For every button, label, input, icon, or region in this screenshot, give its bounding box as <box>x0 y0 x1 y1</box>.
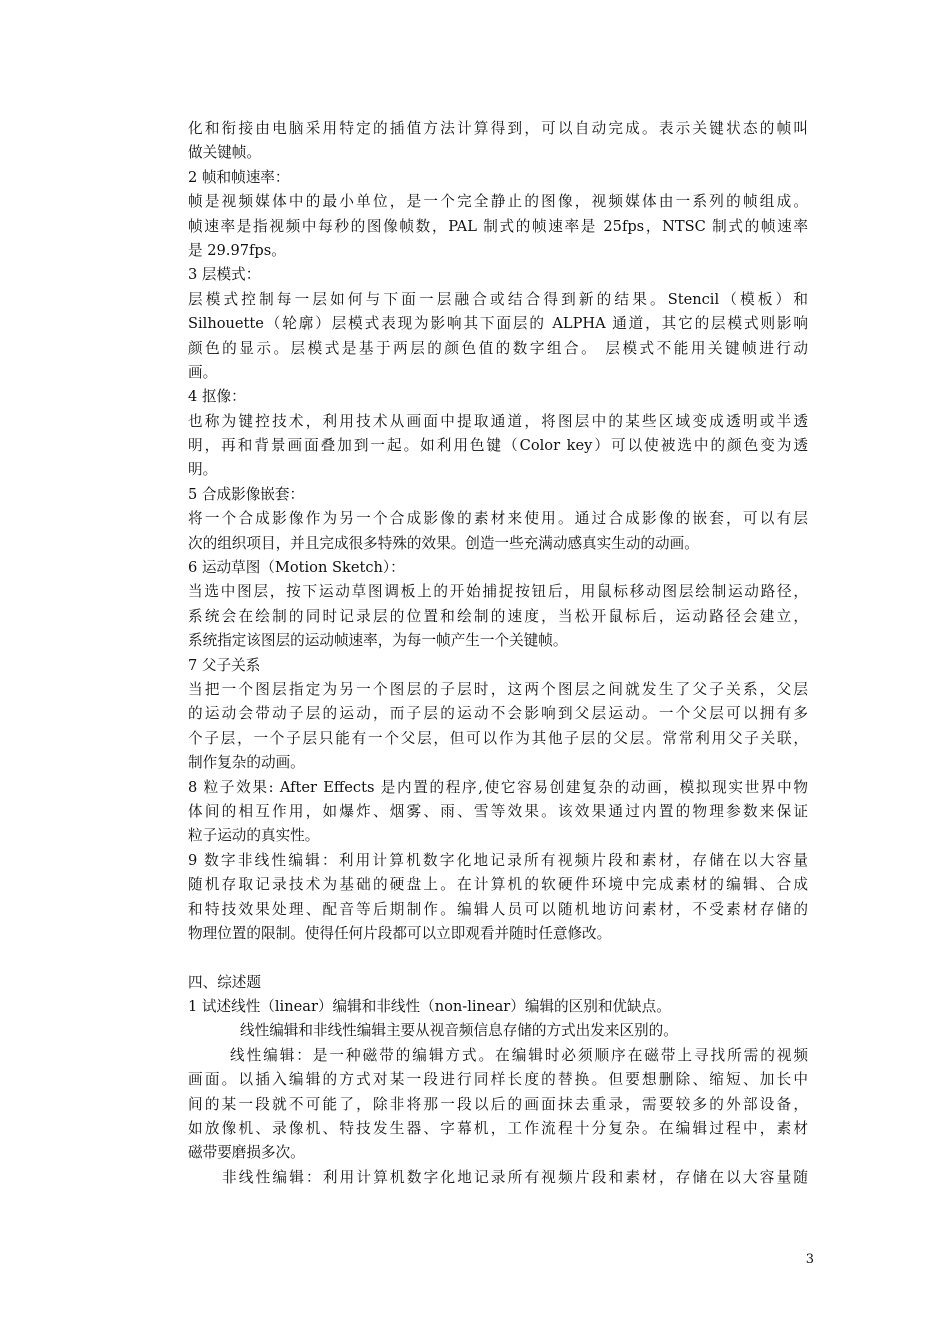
text-line: 4 抠像： <box>188 388 246 406</box>
text-line: 次的组织项目，并且完成很多特殊的效果。创造一些充满动感真实生动的动画。 <box>188 534 699 552</box>
text-line: 帧速率是指视频中每秒的图像帧数，PAL 制式的帧速率是 25fps，NTSC 制式的帧速率 <box>188 217 808 235</box>
text-line: 1 试述线性（linear）编辑和非线性（non-linear）编辑的区别和优缺点。 <box>188 998 671 1016</box>
text-line: 6 运动草图（Motion Sketch）： <box>188 559 405 577</box>
text-line: 线性编辑和非线性编辑主要从视音频信息存储的方式出发来区别的。 <box>240 1022 678 1040</box>
text-line: 随机存取记录技术为基础的硬盘上。在计算机的软硬件环境中完成素材的编辑、合成 <box>188 876 808 894</box>
text-line: 将一个合成影像作为另一个合成影像的素材来使用。通过合成影像的嵌套，可以有层 <box>188 510 808 528</box>
text-line: 化和衔接由电脑采用特定的插值方法计算得到，可以自动完成。表示关键状态的帧叫 <box>188 120 808 137</box>
text-line: 画面。以插入编辑的方式对某一段进行同样长度的替换。但要想删除、缩短、加长中 <box>188 1071 808 1089</box>
text-line: Silhouette（轮廓）层模式表现为影响其下面层的 ALPHA 通道，其它的层模式则影响 <box>188 315 808 333</box>
text-line: 和特技效果处理、配音等后期制作。编辑人员可以随机地访问素材，不受素材存储的 <box>188 900 808 918</box>
text-line: 3 层模式： <box>188 266 261 284</box>
text-line: 粒子运动的真实性。 <box>188 827 320 845</box>
text-line: 磁带要磨损多次。 <box>188 1144 305 1162</box>
text-line: 当选中图层，按下运动草图调板上的开始捕捉按钮后，用鼠标移动图层绘制运动路径， <box>188 583 808 601</box>
text-line: 也称为键控技术，利用技术从画面中提取通道，将图层中的某些区域变成透明或半透 <box>188 412 808 430</box>
text-line: 非线性编辑：利用计算机数字化地记录所有视频片段和素材，存储在以大容量随 <box>222 1168 808 1186</box>
text-line: 2 帧和帧速率： <box>188 168 290 186</box>
text-line: 个子层，一个子层只能有一个父层，但可以作为其他子层的父层。常常利用父子关联， <box>188 729 808 747</box>
blank-line <box>188 946 808 970</box>
text-line: 系统会在绘制的同时记录层的位置和绘制的速度，当松开鼠标后，运动路径会建立， <box>188 607 808 625</box>
text-line: 是 29.97fps。 <box>188 241 286 259</box>
text-line: 8 粒子效果: After Effects 是内置的程序,使它容易创建复杂的动画，模拟现实世界中物 <box>188 778 808 796</box>
text-line: 做关键帧。 <box>188 144 261 162</box>
text-line: 5 合成影像嵌套： <box>188 485 305 503</box>
text-line: 9 数字非线性编辑：利用计算机数字化地记录所有视频片段和素材，存储在以大容量 <box>188 851 808 869</box>
text-line: 间的某一段就不可能了，除非将那一段以后的画面抹去重录，需要较多的外部设备， <box>188 1095 808 1113</box>
text-line: 层模式控制每一层如何与下面一层融合或结合得到新的结果。Stencil（模板）和 <box>188 290 808 308</box>
text-line: 帧是视频媒体中的最小单位，是一个完全静止的图像，视频媒体由一系列的帧组成。 <box>188 193 808 211</box>
page-number: 3 <box>805 1252 814 1267</box>
text-line: 当把一个图层指定为另一个图层的子层时，这两个图层之间就发生了父子关系，父层 <box>188 680 808 698</box>
text-line: 的运动会带动子层的运动，而子层的运动不会影响到父层运动。一个父层可以拥有多 <box>188 705 808 723</box>
text-line: 7 父子关系 <box>188 656 261 674</box>
text-line: 明。 <box>188 461 218 479</box>
text-line: 制作复杂的动画。 <box>188 754 305 772</box>
text-line: 颜色的显示。层模式是基于两层的颜色值的数字组合。 层模式不能用关键帧进行动 <box>188 339 808 357</box>
text-line: 系统指定该图层的运动帧速率，为每一帧产生一个关键帧。 <box>188 632 568 650</box>
text-line: 画。 <box>188 363 218 381</box>
body-text <box>188 117 808 1190</box>
text-line: 四、综述题 <box>188 973 261 991</box>
text-line: 物理位置的限制。使得任何片段都可以立即观看并随时任意修改。 <box>188 924 612 942</box>
text-line: 明，再和背景画面叠加到一起。如利用色键（Color key）可以使被选中的颜色变为透 <box>188 437 808 455</box>
text-line: 线性编辑：是一种磁带的编辑方式。在编辑时必须顺序在磁带上寻找所需的视频 <box>230 1046 808 1064</box>
text-line: 体间的相互作用，如爆炸、烟雾、雨、雪等效果。该效果通过内置的物理参数来保证 <box>188 802 808 820</box>
text-line: 如放像机、录像机、特技发生器、字幕机，工作流程十分复杂。在编辑过程中，素材 <box>188 1120 808 1138</box>
